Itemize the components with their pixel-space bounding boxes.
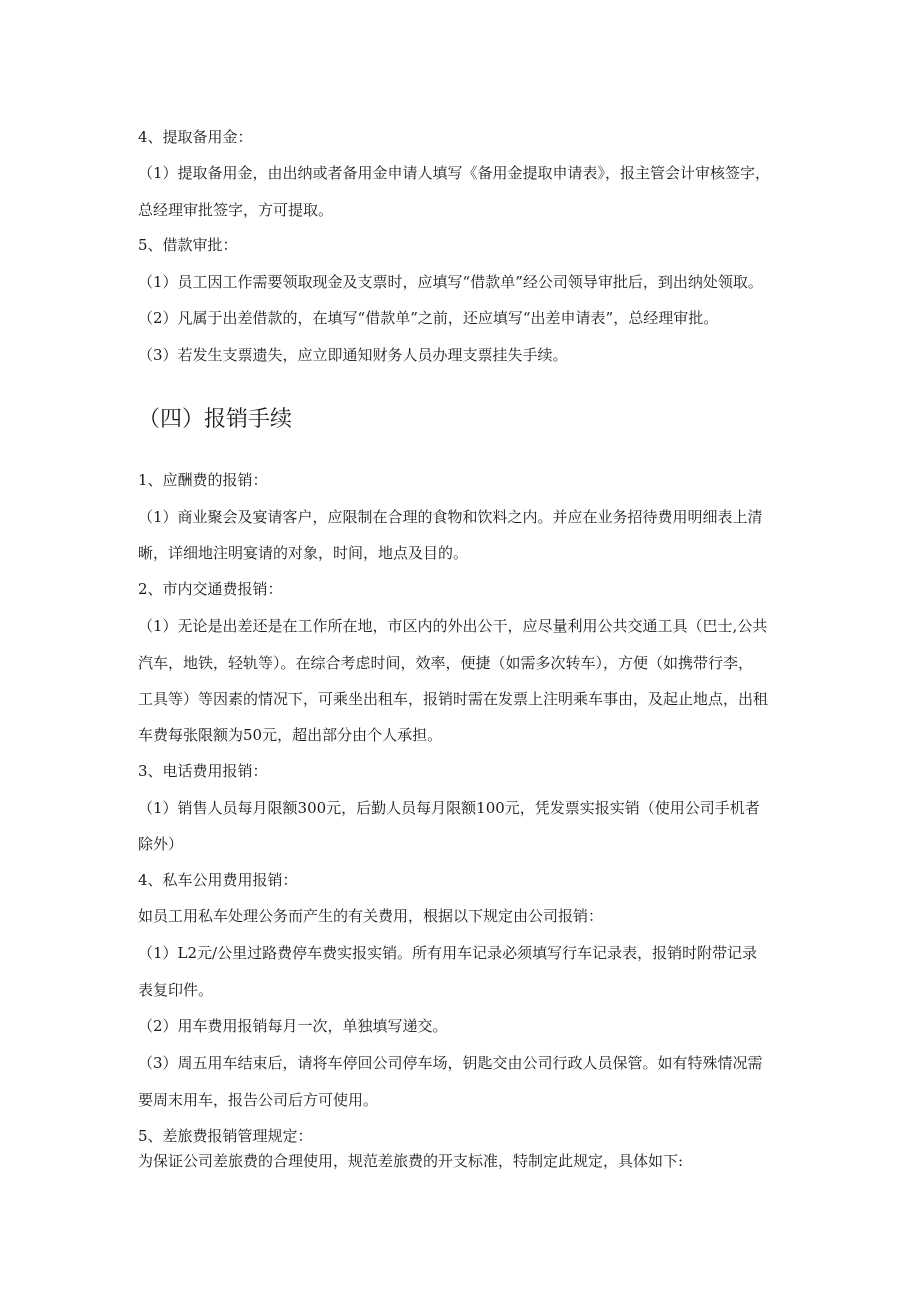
chapter-heading: （四）报销手续 [138,407,293,432]
paragraph-line: （3）若发生支票遗失，应立即通知财务人员办理支票挂失手续。 [138,346,568,364]
section-5-heading: 5、借款审批： [138,236,238,254]
paragraph-line: （1）员工因工作需要领取现金及支票时，应填写“借款单”经公司领导审批后，到出纳处领取。 [138,273,763,291]
item-4-heading: 4、私车公用费用报销： [138,871,298,889]
paragraph-line: （3）周五用车结束后，请将车停回公司停车场，钥匙交由公司行政人员保管。如有特殊情况需 [138,1054,763,1072]
paragraph-line: 工具等）等因素的情况下，可乘坐出租车，报销时需在发票上注明乘车事由，及起止地点，出租 [138,690,769,708]
item-1-heading: 1、应酬费的报销： [138,471,268,489]
paragraph-line: （1）无论是出差还是在工作所在地，市区内的外出公干，应尽量利用公共交通工具（巴士,公共 [138,617,768,635]
paragraph-line: 为保证公司差旅费的合理使用，规范差旅费的开支标准，特制定此规定，具体如下: [138,1152,684,1170]
paragraph-line: （1）商业聚会及宴请客户，应限制在合理的食物和饮料之内。并应在业务招待费用明细表上清 [138,508,763,526]
item-5-heading: 5、差旅费报销管理规定： [138,1127,313,1145]
paragraph-line: （1）提取备用金，由出纳或者备用金申请人填写《备用金提取申请表》，报主管会计审核签字， [138,164,771,182]
paragraph-line: 车费每张限额为50元，超出部分由个人承担。 [138,726,443,744]
paragraph-line: 如员工用私车处理公务而产生的有关费用，根据以下规定由公司报销： [138,907,604,925]
paragraph-line: （1）L2元/公里过路费停车费实报实销。所有用车记录必须填写行车记录表，报销时附带记录 [138,944,758,962]
paragraph-line: 表复印件。 [138,981,214,999]
paragraph-line: 总经理审批签字，方可提取。 [138,201,334,219]
paragraph-line: 晰，详细地注明宴请的对象，时间，地点及目的。 [138,544,469,562]
paragraph-line: 要周末用车，报告公司后方可使用。 [138,1091,379,1109]
paragraph-line: （2）凡属于出差借款的，在填写“借款单”之前，还应填写“出差申请表”，总经理审批。 [138,309,719,327]
item-3-heading: 3、电话费用报销： [138,762,268,780]
paragraph-line: （2）用车费用报销每月一次，单独填写递交。 [138,1017,448,1035]
item-2-heading: 2、市内交通费报销： [138,580,283,598]
paragraph-line: 除外） [138,835,184,853]
paragraph-line: （1）销售人员每月限额300元，后勤人员每月限额100元，凭发票实报实销（使用公司手机者 [138,799,760,817]
section-4-heading: 4、提取备用金： [138,128,253,146]
paragraph-line: 汽车，地铁，轻轨等）。在综合考虑时间，效率，便捷（如需多次转车），方便（如携带行李， [138,654,754,672]
